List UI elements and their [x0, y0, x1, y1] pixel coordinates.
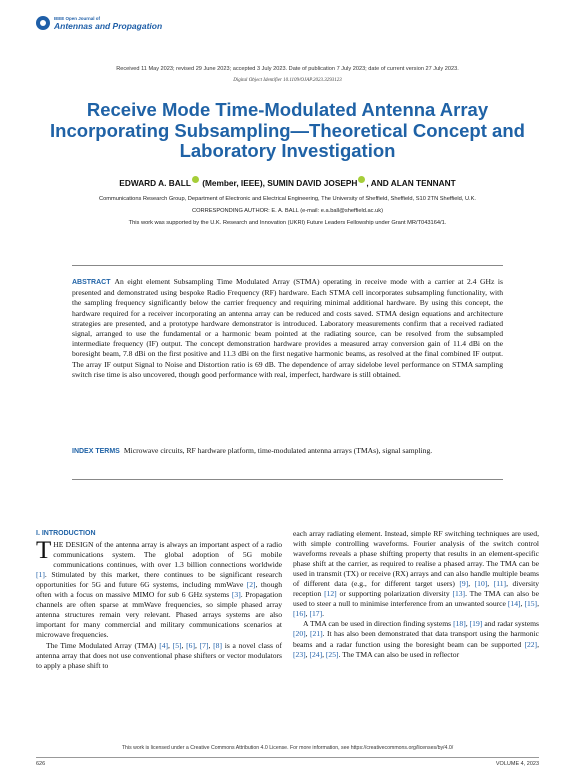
citation-link[interactable]: [22] — [524, 639, 538, 649]
affiliation: Communications Research Group, Department of Electronic and Electrical Engineering, The University of Sheffield, Sheffield, S10 2TN Sheffield, U.K. — [98, 196, 477, 202]
page-number: 626 — [36, 761, 46, 767]
author-1: EDWARD A. BALL — [119, 178, 191, 188]
citation-link[interactable]: [4] — [159, 640, 169, 650]
citation-link[interactable]: [13] — [452, 589, 466, 599]
journal-logo-icon — [36, 16, 50, 30]
index-terms-label: INDEX TERMS — [72, 448, 120, 455]
intro-paragraph-1: THE DESIGN of the antenna array is always an important aspect of a radio communications system. The global adoption of 5G mobile communications continues, with over 1.3 billion connections worldwide [1]. Stimulated by this market, there continues to be significant research opportunities for 5G and future 6G systems, including mmWave [2], though often with a focus on massive MIMO for sub 6 GHz systems [3]. Propagation channels are often sparse at mmWave frequencies, so simple phased array antenna structures remain very relevant. Phased arrays systems are also important for many commercial and military communications scenarios at microwave frequencies. — [36, 537, 282, 640]
author-tail: , AND ALAN TENNANT — [366, 178, 456, 188]
orcid-icon[interactable] — [358, 176, 365, 183]
journal-prefix: IEEE Open Journal of — [54, 16, 101, 21]
author-1-role: (Member, IEEE), SUMIN DAVID JOSEPH — [202, 178, 358, 188]
citation-link[interactable]: [25] — [325, 649, 339, 659]
abstract-label: ABSTRACT — [72, 279, 111, 286]
citation-link[interactable]: [14] — [507, 599, 521, 609]
orcid-icon[interactable] — [192, 176, 199, 183]
index-terms-text: Microwave circuits, RF hardware platform, time-modulated antenna arrays (TMAs), signal sampling. — [123, 446, 433, 455]
intro-paragraph-3: each array radiating element. Instead, simple RF switching techniques are used, with simple controlling waveforms. Fourier analysis of the switch control waveforms reveals a phase shifting property that results in an element-specific phase shift at the carrier, as required to realise a phased array. The TMA can be used in transmit (TX) or receive (RX) arrays and can also handle multiple beams of different data (e.g., for different target users) [9], [10], [11], diversity reception [12] or supporting polarization diversity [13]. The TMA can also be used to steer a null to minimise interference from an unwanted source [14], [15], [16], [17]. — [293, 529, 540, 619]
citation-link[interactable]: [1] — [36, 570, 45, 580]
column-left — [36, 529, 282, 671]
citation-link[interactable]: [5] — [172, 640, 182, 650]
citation-link[interactable]: [18] — [453, 619, 466, 629]
abstract-top-rule — [72, 265, 503, 266]
citation-link[interactable]: [2] — [246, 580, 256, 590]
column-right — [293, 529, 539, 660]
citation-link[interactable]: [10] — [474, 579, 488, 589]
volume-label: VOLUME 4, 2023 — [495, 761, 539, 767]
license-note: This work is licensed under a Creative Commons Attribution 4.0 License. For more information, see https://creativecommons.org/licenses/by/4.0/ — [121, 745, 454, 751]
citation-link[interactable]: [9] — [459, 579, 469, 589]
citation-link[interactable]: [17] — [309, 609, 323, 619]
footer-rule — [36, 757, 539, 758]
abstract-bottom-rule — [72, 479, 503, 480]
citation-link[interactable]: [6] — [186, 640, 196, 650]
citation-link[interactable]: [7] — [199, 640, 209, 650]
abstract — [72, 277, 503, 380]
paper-title: Receive Mode Time-Modulated Antenna Array Incorporating Subsampling—Theoretical Concept and Laboratory Investigation — [50, 99, 525, 161]
citation-link[interactable]: [19] — [469, 619, 483, 629]
abstract-text: An eight element Subsampling Time Modulated Array (STMA) operating in receive mode with a carrier at 2.4 GHz is presented and demonstrated using bespoke Radio Frequency (RF) hardware. Each STMA cell incorporates subsampling functionality, with the sampling frequency significantly below the carrier frequency and requiring minimal additional hardware. By using this concept, the hardware required for a receiver incorporating an antenna array can be reduced and costs saved. STMA design equations and architecture strategies are presented, and a prototype hardware demonstrator is introduced. Laboratory measurements confirm that a received radiated signal, arranged to use the fundamental or a harmonic beam pointed at the radiating source, can be resolved from the subsampled intermediate frequency (IF) output. The concept demonstration hardware provides a measured array conversion gain of 11.4 dBi on the boresight beam, 7.8 dBi on the first positive and 11.3 dBi on the first negative harmonic beams, as resolved at the final combined IF output. The array IF output Signal to Noise and Distortion ratio is 69 dB. The dependence of array sidelobe level performance on STMA sampling switch rise time is also uncovered, though good performance with real, imperfect, hardware is still obtained. — [72, 277, 503, 379]
citation-link[interactable]: [23] — [293, 649, 306, 659]
drop-cap: T — [36, 537, 52, 565]
doi: Digital Object Identifier 10.1109/OJAP.2023.3293123 — [233, 78, 342, 83]
funding-note: This work was supported by the U.K. Research and Innovation (UKRI) Future Leaders Fellowship under Grant MR/T043164/1. — [128, 220, 447, 226]
citation-link[interactable]: [15] — [524, 599, 538, 609]
section-heading-introduction: I. INTRODUCTION — [36, 530, 96, 537]
corresponding-author: CORRESPONDING AUTHOR: E. A. BALL (e-mail: e.a.ball@sheffield.ac.uk) — [192, 208, 383, 214]
author-list — [30, 176, 545, 188]
received-dates: Received 11 May 2023; revised 29 June 2023; accepted 3 July 2023. Date of publication 7 July 2023; date of current version 27 July 2023. — [116, 66, 459, 72]
citation-link[interactable]: [21] — [310, 629, 323, 639]
journal-name: Antennas and Propagation — [54, 21, 163, 31]
intro-paragraph-2: The Time Modulated Array (TMA) [4], [5], [6], [7], [8] is a novel class of antenna array that does not use conventional phase shifters or vector modulators to apply a phase shift to — [36, 640, 283, 670]
citation-link[interactable]: [12] — [324, 589, 337, 599]
index-terms — [72, 446, 503, 457]
citation-link[interactable]: [8] — [213, 640, 222, 650]
intro-paragraph-4: A TMA can be used in direction finding systems [18], [19] and radar systems [20], [21]. It has also been demonstrated that data transport using the harmonic beams and a radar function using the boresight beam can be supported [22], [23], [24], [25]. The TMA can also be used in reflector — [293, 619, 539, 659]
citation-link[interactable]: [11] — [493, 579, 507, 589]
citation-link[interactable]: [16] — [293, 609, 306, 619]
citation-link[interactable]: [3] — [231, 590, 241, 600]
citation-link[interactable]: [24] — [309, 649, 323, 659]
citation-link[interactable]: [20] — [293, 629, 306, 639]
